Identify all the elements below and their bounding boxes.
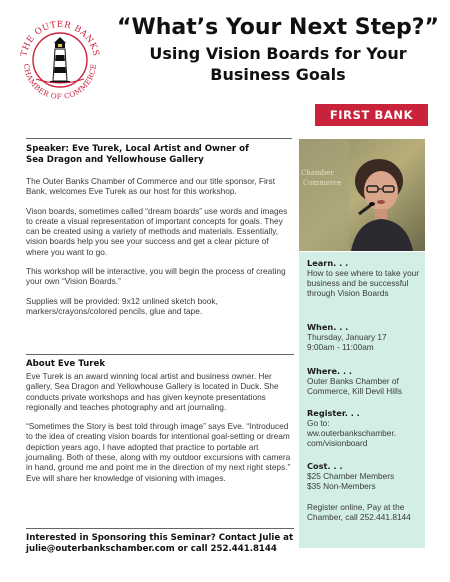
where-value: Outer Banks Chamber of Commerce, Kill Devil Hills xyxy=(307,376,402,397)
about-paragraph: “Sometimes the Story is best told through image” says Eve. “Introduced to the idea of creating vision boards for intentional goal-setting or dream depiction years ago, I have adopted that practice to portable art journaling. Both of these, along with my outdoor excursions with camera in hand, ground me and point me in the direction of my next right steps.” Eve will share her knowledge of visioning with images. xyxy=(26,421,291,483)
sponsor-logo-first-bank: FIRST BANK xyxy=(315,104,428,126)
svg-text:Chamber: Chamber xyxy=(301,169,334,177)
register-note-block xyxy=(307,502,423,522)
learn-block xyxy=(307,258,423,299)
register-url[interactable] xyxy=(307,428,423,448)
page-subtitle xyxy=(108,43,448,85)
when-time: 9:00am - 11:00am xyxy=(307,342,374,353)
subtitle-line-1: Using Vision Boards for Your xyxy=(149,44,407,63)
where-label: Where. . . xyxy=(307,366,353,376)
cost-non-members: $35 Non-Members xyxy=(307,481,376,492)
cost-block xyxy=(307,461,423,491)
register-block xyxy=(307,408,423,449)
speaker-photo xyxy=(299,139,425,251)
when-block xyxy=(307,322,423,352)
cost-label: Cost. . . xyxy=(307,461,343,471)
learn-value: How to see where to take your business and be successful through Vision Boards xyxy=(307,268,420,299)
about-paragraph: Eve Turek is an award winning local artist and business owner. Her gallery, Sea Dragon and Yellowhouse Gallery is located in Duck. She conducts private workshops and has given keynote presentations regionally and teaches photography and art journaling. xyxy=(26,371,279,412)
learn-label: Learn. . . xyxy=(307,258,349,268)
event-details-sidebar xyxy=(299,252,425,548)
divider-middle xyxy=(26,354,294,355)
cost-members: $25 Chamber Members xyxy=(307,471,395,481)
divider-bottom xyxy=(26,528,294,529)
speaker-section xyxy=(26,144,292,325)
lighthouse-icon xyxy=(50,37,70,83)
when-label: When. . . xyxy=(307,322,349,332)
about-section xyxy=(26,359,294,492)
subtitle-line-2: Business Goals xyxy=(210,65,346,84)
svg-text:Commerce: Commerce xyxy=(303,179,342,187)
chamber-logo xyxy=(14,13,106,105)
register-go-to: Go to: xyxy=(307,418,330,428)
register-url-line-1[interactable]: ww.outerbankschamber. xyxy=(307,428,397,439)
divider-top xyxy=(26,138,292,139)
when-date: Thursday, January 17 xyxy=(307,332,387,342)
speaker-paragraph: This workshop will be interactive, you will begin the process of creating your own “Vision Boards.” xyxy=(26,266,286,287)
speaker-heading xyxy=(26,144,292,166)
page-title: “What’s Your Next Step?” xyxy=(116,15,439,40)
about-heading: About Eve Turek xyxy=(26,359,106,369)
register-note: Register online, Pay at the Chamber, call 252.441.8144 xyxy=(307,502,411,523)
speaker-body xyxy=(26,176,292,316)
sponsor-contact xyxy=(26,533,296,555)
speaker-paragraph: Supplies will be provided: 9x12 unlined sketch book, markers/crayons/colored pencils, glue and tape. xyxy=(26,295,218,316)
speaker-heading-line-1: Speaker: Eve Turek, Local Artist and Owner of xyxy=(26,144,249,154)
logo-text-top: THE OUTER BANKS xyxy=(19,19,101,58)
speaker-paragraph: Vison boards, sometimes called “dream boards” use words and images to create a visual representation of important concepts for goals. They can be created using a variety of methods and materials. Essentially, vision boards help you see your success and get a clear picture of where you want to go. xyxy=(26,205,288,257)
register-label: Register. . . xyxy=(307,408,360,418)
where-block xyxy=(307,366,423,396)
register-url-line-2[interactable]: com/visionboard xyxy=(307,438,368,449)
about-body xyxy=(26,371,294,483)
logo-text-bottom: CHAMBER OF COMMERCE xyxy=(21,63,99,102)
title-block xyxy=(108,14,448,85)
speaker-heading-line-2: Sea Dragon and Yellowhouse Gallery xyxy=(26,155,204,165)
contact-line-1: Interested in Sponsoring this Seminar? Contact Julie at xyxy=(26,533,294,543)
speaker-paragraph: The Outer Banks Chamber of Commerce and our title sponsor, First Bank, welcomes Eve Turek as our host for this workshop. xyxy=(26,176,276,197)
contact-line-2: julie@outerbankschamber.com or call 252.441.8144 xyxy=(26,544,277,554)
